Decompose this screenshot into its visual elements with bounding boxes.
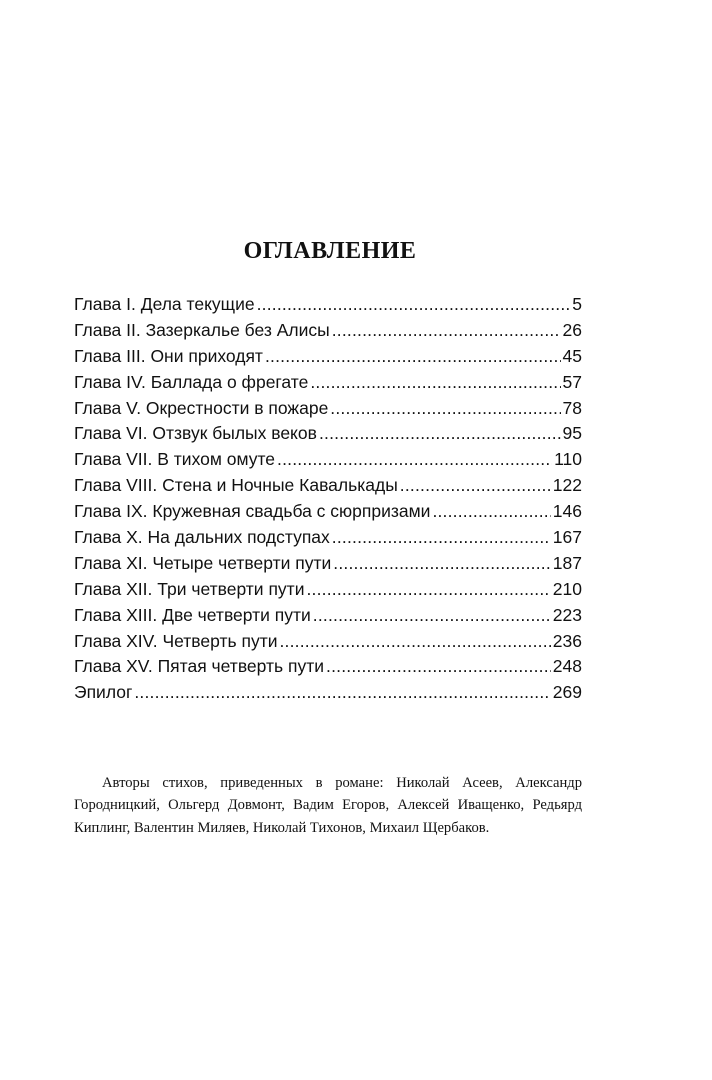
poem-authors-note: Авторы стихов, приведенных в романе: Николай Асеев, Александр Городницкий, Ольгерд Довмонт, Вадим Егоров, Алексей Иващенко, Редьярд Киплинг, Валентин Миляев, Николай Тихонов, Михаил Щербаков. xyxy=(74,775,582,836)
toc-entry[interactable] xyxy=(74,421,582,447)
toc-heading: ОГЛАВЛЕНИЕ xyxy=(243,238,417,264)
toc-entry-title: Глава XI. Четыре четверти пути xyxy=(74,552,332,573)
toc-page-number: 223 xyxy=(552,604,582,625)
dot-leader xyxy=(265,344,561,370)
toc-entry[interactable] xyxy=(74,344,582,370)
toc-page-number: 210 xyxy=(552,578,582,599)
toc-entry[interactable] xyxy=(74,447,582,473)
toc-entry[interactable] xyxy=(74,318,582,344)
table-of-contents xyxy=(74,292,582,706)
toc-entry[interactable] xyxy=(74,680,582,706)
dot-leader xyxy=(306,577,550,603)
toc-entry[interactable] xyxy=(74,396,582,422)
dot-leader xyxy=(279,629,550,655)
toc-entry-title: Глава XIV. Четверть пути xyxy=(74,630,278,651)
toc-entry-title: Глава X. На дальних подступах xyxy=(74,527,330,548)
toc-page-number: 78 xyxy=(562,397,582,418)
toc-entry[interactable] xyxy=(74,603,582,629)
toc-page-number: 26 xyxy=(562,319,582,340)
toc-entry[interactable] xyxy=(74,654,582,680)
toc-page-number: 269 xyxy=(552,682,582,703)
toc-entry[interactable] xyxy=(74,473,582,499)
toc-page-number: 95 xyxy=(562,423,582,444)
toc-entry-title: Глава VII. В тихом омуте xyxy=(74,449,276,470)
toc-entry[interactable] xyxy=(74,499,582,525)
toc-entry[interactable] xyxy=(74,292,582,318)
dot-leader xyxy=(332,318,561,344)
toc-page-number: 57 xyxy=(562,371,582,392)
toc-page-number: 236 xyxy=(552,630,582,651)
dot-leader xyxy=(326,654,551,680)
toc-entry-title: Глава I. Дела текущие xyxy=(74,294,255,314)
dot-leader xyxy=(313,603,551,629)
toc-page-number: 187 xyxy=(552,552,582,573)
toc-page-number: 45 xyxy=(562,345,582,366)
dot-leader xyxy=(319,421,561,447)
dot-leader xyxy=(332,525,551,551)
toc-entry-title: Глава V. Окрестности в пожаре xyxy=(74,397,329,418)
toc-entry-title: Глава IV. Баллада о фрегате xyxy=(74,371,309,392)
toc-entry[interactable] xyxy=(74,629,582,655)
toc-page-number: 5 xyxy=(572,294,582,314)
dot-leader xyxy=(257,292,571,318)
toc-entry-title: Глава XII. Три четверти пути xyxy=(74,578,305,599)
toc-entry-title: Глава XIII. Две четверти пути xyxy=(74,604,311,625)
toc-entry-title: Эпилог xyxy=(74,682,133,703)
toc-entry[interactable] xyxy=(74,525,582,551)
toc-page-number: 146 xyxy=(552,501,582,522)
toc-entry-title: Глава IX. Кружевная свадьба с сюрпризами xyxy=(74,501,431,522)
toc-page-number: 122 xyxy=(552,475,582,496)
dot-leader xyxy=(333,551,551,577)
toc-page-number: 110 xyxy=(554,449,582,470)
toc-entry-title: Глава III. Они приходят xyxy=(74,345,263,366)
toc-page-number: 248 xyxy=(552,656,582,677)
dot-leader xyxy=(432,499,550,525)
toc-page-number: 167 xyxy=(552,527,582,548)
dot-leader xyxy=(134,680,550,706)
dot-leader xyxy=(310,370,560,396)
toc-entry[interactable] xyxy=(74,370,582,396)
dot-leader xyxy=(400,473,551,499)
toc-entry-title: Глава VIII. Стена и Ночные Кавалькады xyxy=(74,475,398,496)
toc-entry-title: Глава II. Зазеркалье без Алисы xyxy=(74,319,330,340)
toc-entry-title: Глава XV. Пятая четверть пути xyxy=(74,656,325,677)
toc-entry[interactable] xyxy=(74,577,582,603)
toc-entry-title: Глава VI. Отзвук былых веков xyxy=(74,423,317,444)
dot-leader xyxy=(277,447,552,473)
dot-leader xyxy=(330,396,560,422)
toc-entry[interactable] xyxy=(74,551,582,577)
